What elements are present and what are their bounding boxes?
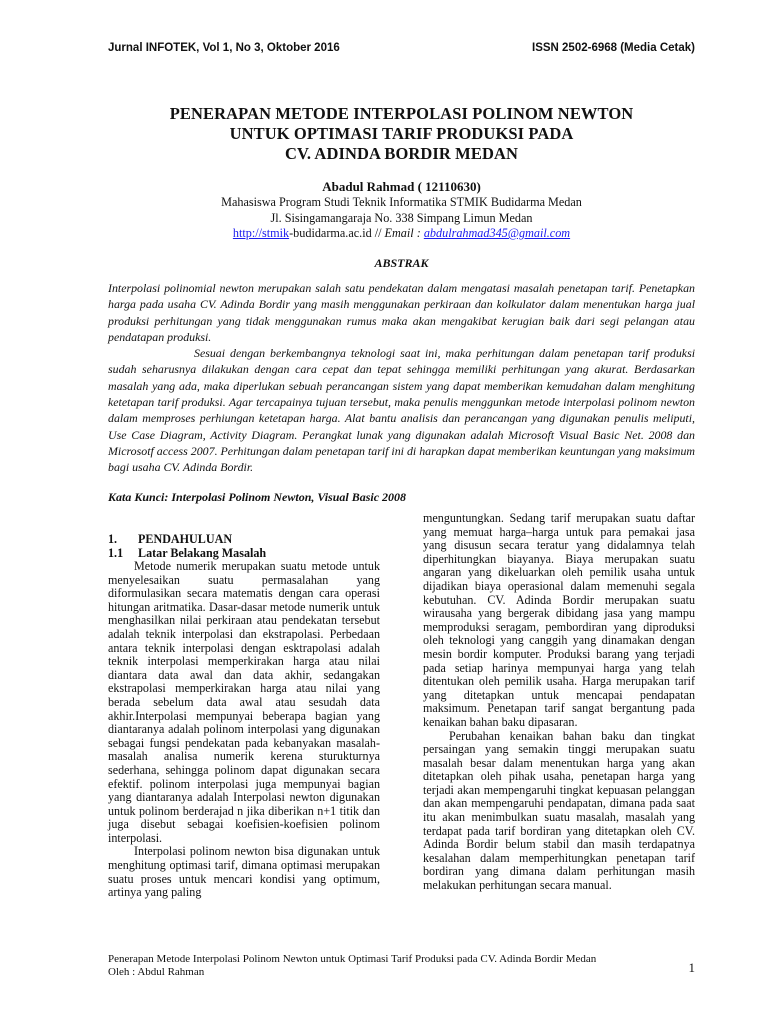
subsection-number: 1.1 — [108, 546, 124, 560]
address: Jl. Sisingamangaraja No. 338 Simpang Limun Medan — [270, 210, 533, 225]
author-block — [108, 178, 695, 242]
title-line-1: PENERAPAN METODE INTERPOLASI POLINOM NEWTON — [169, 104, 634, 123]
body-paragraph-1: Metode numerik merupakan suatu metode untuk menyelesaikan suatu permasalahan yang diformulasikan secara matematis dengan cara operasi hitungan aritmatika. Dasar-dasar metode numerik untuk menghasilkan nilai perkiraan atau pendekatan tersebut adalah teknik interpolasi dan ekstrapolasi. Perbedaan antara teknik interpolasi dengan esktrapolasi adalah teknik interpolasi memperkirakan harga atau nilai diantara data awal dan data akhir, sedangakan ekstrapolasi memperkirakan harga atau nilai yang berada sebelum data awal atau sesudah data akhir.Interpolasi mempunyai beberapa bagian yang diantaranya adalah polinom interpolasi yang digunakan sebagai fungsi pendekatan pada kebanyakan masalah- masalah analisa numerik kerena sturukturnya sederhana, sehingga polinom dapat digunakan secara efektif. polinom interpolasi juga mempunyai bagian yang diantaranya adalah Interpolasi newton digunakan untuk polinom berderajad n jika diberikan n+1 titik dan juga disebut sebagai koefisien-koefisien polinom interpolasi. — [108, 559, 380, 845]
abstract-paragraph-1: Interpolasi polinomial newton merupakan salah satu pendekatan dalam mengatasi masalah penetapan tarif. Penetapkan harga pada usaha CV. Adinda Bordir yang masih menggunakan perkiraan dan kolkulator dalam menentukan harga jual produksi perhitungan yang tidak menggunakan rumus maka akan mengakibat kerugian baik dari segi pelangan atau pendatapan produksi. — [108, 281, 695, 344]
footer-title: Penerapan Metode Interpolasi Polinom Newton untuk Optimasi Tarif Produksi pada CV. Adinda Bordir Medan — [108, 953, 597, 965]
body-paragraph-2: Interpolasi polinom newton bisa digunakan untuk menghitung optimasi tarif, dimana optimasi merupakan suatu proses untuk mencari kondisi yang optimum, artinya yang paling — [108, 844, 380, 900]
affiliation: Mahasiswa Program Studi Teknik Informatika STMIK Budidarma Medan — [221, 195, 582, 209]
subsection-heading — [108, 546, 380, 560]
subsection-title: Latar Belakang Masalah — [138, 546, 267, 560]
title-line-3: CV. ADINDA BORDIR MEDAN — [284, 144, 519, 163]
issn: ISSN 2502-6968 (Media Cetak) — [532, 42, 695, 54]
abstract-heading: ABSTRAK — [374, 256, 429, 270]
website-rest: -budidarma.ac.id // — [289, 226, 385, 240]
column-left — [108, 532, 380, 900]
section-title: PENDAHULUAN — [138, 532, 233, 546]
footer-author: Oleh : Abdul Rahman — [108, 966, 205, 978]
paper-title — [108, 104, 695, 164]
section-number: 1. — [108, 532, 118, 546]
column-right — [423, 512, 695, 893]
keywords: Kata Kunci: Interpolasi Polinom Newton, Visual Basic 2008 — [108, 490, 407, 504]
body-paragraph-3: menguntungkan. Sedang tarif merupakan suatu daftar yang memuat harga–harga untuk para pemakai jasa yang disusun secara teratur yang didalamnya telah diperhitungkan biayanya. Biaya merupakan suatu angaran yang dikeluarkan oleh pemilik usaha untuk dijadikan biaya operasional dalam memenuhi segala kebutuhan. CV. Adinda Bordir merupakan suatu wirausaha yang bergerak dibidang jasa yang mampu memproduksi seragam, pembordiran yang diproduksi oleh teknologi yang canggih yang dinamakan dengan mesin bordir komputer. Produksi barang yang terjadi pada setiap harinya mempunyai harga yang telah ditentukan oleh pemilik usaha. Harga merupakan tarif yang ditetapkan untuk mencapai pendapatan maksimum. Penetapan tarif sangat bergantung pada kenaikan bahan baku dipasaran. — [423, 511, 695, 729]
running-header — [108, 42, 695, 60]
email-link[interactable]: abdulrahmad345@gmail.com — [423, 226, 571, 240]
section-heading — [108, 532, 380, 546]
abstract-paragraph-2: Sesuai dengan berkembangnya teknologi saat ini, maka perhitungan dalam penetapan tarif produksi sudah seharusnya dilakukan dengan cara cepat dan tepat sehingga memiliki perhitungan yang akurat. Berdasarkan masalah yang ada, maka diperlukan sebuah perancangan sistem yang dapat memberikan kemudahan dalam menghitung ketetapan tarif produksi. Agar tercapainya tujuan tersebut, maka penulis menggunkan metode interpolasi polinom newton dalam memproses perhiungan ketetapan harga. Alat bantu analisis dan perancangan yang digunakan penulis meliputi, Use Case Diagram, Activity Diagram. Perangkat lunak yang digunakan adalah Microsoft Visual Basic Net. 2008 dan Microsotf access 2007. Perhitungan dalam penetapan tarif ini di harapkan dapat memberikan keuntungan yang maksimum bagi usaha CV. Adinda Bordir. — [108, 346, 695, 475]
abstract-body — [108, 280, 695, 476]
author-name: Abadul Rahmad ( 12110630) — [322, 179, 481, 194]
email-label: Email : — [384, 226, 424, 240]
body-paragraph-4: Perubahan kenaikan bahan baku dan tingkat persaingan yang semakin tinggi merupakan suatu masalah besar dalam menentukan harga yang akan ditetapkan oleh pihak usaha, penetapan harga yang terjadi akan mempengaruhi tingkat kepuasan pelanggan dan akan mempengaruhi pendapatan, dimana pada saat itu akan menimbulkan suatu masalah, masalah yang terdapat pada tarif bordiran yang ditetapkan oleh CV. Adinda Bordir belum stabil dan masih terdapatnya kesalahan dalam memperhitungkan penetapan tarif bordiran yang dimana dalam perhitungan masih melakukan perhitungan secara manual. — [423, 728, 695, 893]
journal-name: Jurnal INFOTEK, Vol 1, No 3, Oktober 2016 — [108, 42, 340, 54]
title-line-2: UNTUK OPTIMASI TARIF PRODUKSI PADA — [229, 124, 574, 143]
page-footer — [108, 953, 695, 979]
website-link[interactable]: http://stmik — [232, 226, 290, 240]
page-number: 1 — [688, 960, 695, 975]
contact-line — [108, 226, 695, 242]
